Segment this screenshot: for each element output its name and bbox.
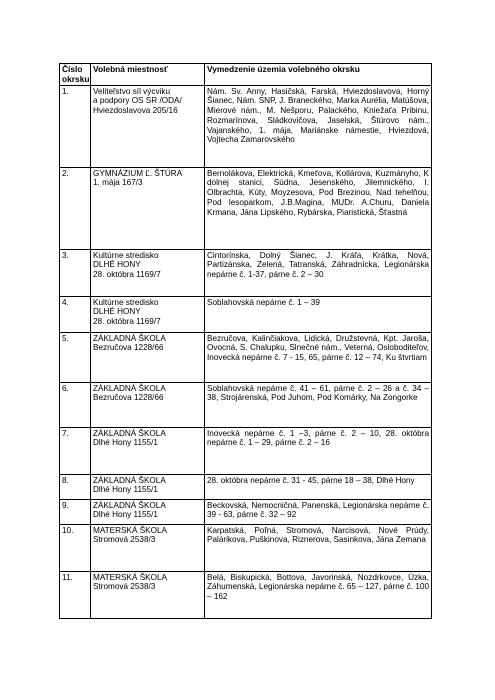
district-number: 2. <box>60 167 91 249</box>
polling-place <box>91 571 205 618</box>
polling-place-line: ZÁKLADNÁ ŠKOLA <box>93 475 166 485</box>
polling-place-line: Kultúrne stredisko <box>93 250 159 260</box>
polling-place-line: Bezručova 1228/66 <box>93 343 164 353</box>
polling-place-line: Kultúrne stredisko <box>93 297 159 307</box>
table-row <box>60 249 432 296</box>
polling-place-line: Hviezdoslavova 205/16 <box>93 106 178 116</box>
table-row <box>60 571 432 618</box>
district-area: Karpatská, Poľná, Stromová, Narcisová, Nové Prúdy, Palárikova, Puškinova, Riznerova, Sasinkova, Jána Zemana <box>205 524 432 571</box>
polling-place-line: Veliteľstvo síl výcviku <box>93 86 171 96</box>
table-row <box>60 474 432 499</box>
polling-place-line: Dlhé Hony 1155/1 <box>93 438 158 448</box>
district-area: Inovecká nepárne č. 1 –3, párne č. 2 – 10, 28. októbra nepárne č. 1 – 29, párne č. 2 – 16 <box>205 427 432 474</box>
district-number: 5. <box>60 332 91 382</box>
polling-place-line: ZÁKLADNÁ ŠKOLA <box>93 333 166 343</box>
district-number: 11. <box>60 571 91 618</box>
table-row <box>60 296 432 332</box>
district-number: 9. <box>60 499 91 524</box>
district-area: Bezručova, Kalinčiakova, Lidická, Družstevná, Kpt. Jaroša, Ovocná, S. Chalupku, Slnečné nám., Veterná, Osloboditeľov, Inovecká nepárne č. 7 - 15, 65, párne č. 12 – 74, Ku štvrtiam <box>205 332 432 382</box>
polling-place-line: Dlhé Hony 1155/1 <box>93 510 158 520</box>
polling-place <box>91 249 205 296</box>
district-area: Soblahovská nepárne č. 1 – 39 <box>205 296 432 332</box>
district-area: Bernolákova, Elektrická, Kmeťova, Kollárova, Kuzmányho, K dolnej stanici, Súdna, Jesenského, Jilemnického, I. Olbrachta, Kúty, Moyzesova, Pod Brezinou, Nad tehelňou, Pod lesoparkom, J.B.Magina, MUDr. A.Churu, Daniela Krmana, Jána Lipského, Rybárska, Piaristická, Šťastná <box>205 167 432 249</box>
district-number: 10. <box>60 524 91 571</box>
table-row <box>60 427 432 474</box>
polling-place-line: DLHÉ HONY <box>93 307 141 317</box>
table-row <box>60 85 432 167</box>
polling-place-line: Bezručova 1228/66 <box>93 393 164 403</box>
polling-place <box>91 332 205 382</box>
polling-place-line: 28. októbra 1169/7 <box>93 317 161 327</box>
table-row <box>60 332 432 382</box>
polling-place <box>91 85 205 167</box>
district-number: 1. <box>60 85 91 167</box>
polling-place-line: a podpory OS SR /ODA/ <box>93 96 182 106</box>
header-polling-place: Volebná miestnosť <box>91 64 205 86</box>
table-header-row <box>60 64 432 86</box>
table-row <box>60 382 432 427</box>
district-area: Soblahovská nepárne č. 41 – 61, párne č. 2 – 26 a č. 34 – 38, Strojárenská, Pod Juhom, Pod Komárky, Na Zongorke <box>205 382 432 427</box>
district-number: 3. <box>60 249 91 296</box>
polling-place-line: 28. októbra 1169/7 <box>93 270 161 280</box>
district-number: 6. <box>60 382 91 427</box>
polling-place-line: DLHÉ HONY <box>93 260 141 270</box>
table-row <box>60 499 432 524</box>
district-area: Cintorínska, Dolný Šianec, J. Kráľa, Krátka, Nová, Partizánska, Zelená, Tatranská, Záhradnícka, Legionárska nepárne č. 1-37, párne č. 2 – 30 <box>205 249 432 296</box>
polling-place <box>91 524 205 571</box>
polling-place-line: ZÁKLADNÁ ŠKOLA <box>93 500 166 510</box>
district-area: Beckovská, Nemocničná, Panenská, Legionárska nepárne č. 39 - 63, párne č. 32 – 92 <box>205 499 432 524</box>
polling-place <box>91 296 205 332</box>
polling-place-line: GYMNÁZIUM Ľ. ŠTÚRA <box>93 168 183 178</box>
district-area: Belá, Biskupická, Bottova, Javorinská, Nozdrkovce, Úzka, Záhumenská, Legionárska nepárne č. 65 – 127, párne č. 100 – 162 <box>205 571 432 618</box>
polling-place-line: 1. mája 167/3 <box>93 178 143 188</box>
polling-place <box>91 427 205 474</box>
polling-place-line: MATERSKÁ ŠKOLA <box>93 525 168 535</box>
polling-place <box>91 167 205 249</box>
polling-place-line: MATERSKÁ ŠKOLA <box>93 572 168 582</box>
polling-place-line: Stromová 2538/3 <box>93 582 156 592</box>
header-district-number: Číslo okrsku <box>60 64 91 86</box>
district-number: 8. <box>60 474 91 499</box>
polling-place-line: ZÁKLADNÁ ŠKOLA <box>93 383 166 393</box>
polling-place <box>91 382 205 427</box>
polling-place <box>91 474 205 499</box>
polling-place-line: Stromová 2538/3 <box>93 535 156 545</box>
district-area: 28. októbra nepárne č. 31 - 45, párne 18 – 38, Dlhé Hony <box>205 474 432 499</box>
district-number: 4. <box>60 296 91 332</box>
table-row <box>60 524 432 571</box>
header-district-area: Vymedzenie územia volebného okrsku <box>205 64 432 86</box>
polling-place-line: ZÁKLADNÁ ŠKOLA <box>93 428 166 438</box>
election-districts-table <box>59 63 432 619</box>
table-row <box>60 167 432 249</box>
district-area: Nám. Sv. Anny, Hasičská, Farská, Hviezdoslavova, Horný Šianec, Nám. SNP, J. Braneckého, Marka Aurélia, Matúšova, Mierové nám., M. Nešporu, Palackého, Kniežaťa Pribinu, Rozmarínova, Sládkovičova, Jaselská, Štúrovo nám., Vajanského, 1. mája, Mariánske námestie, Hviezdová, Vojtecha Zamarovského <box>205 85 432 167</box>
polling-place <box>91 499 205 524</box>
polling-place-line: Dlhé Hony 1155/1 <box>93 485 158 495</box>
district-number: 7. <box>60 427 91 474</box>
